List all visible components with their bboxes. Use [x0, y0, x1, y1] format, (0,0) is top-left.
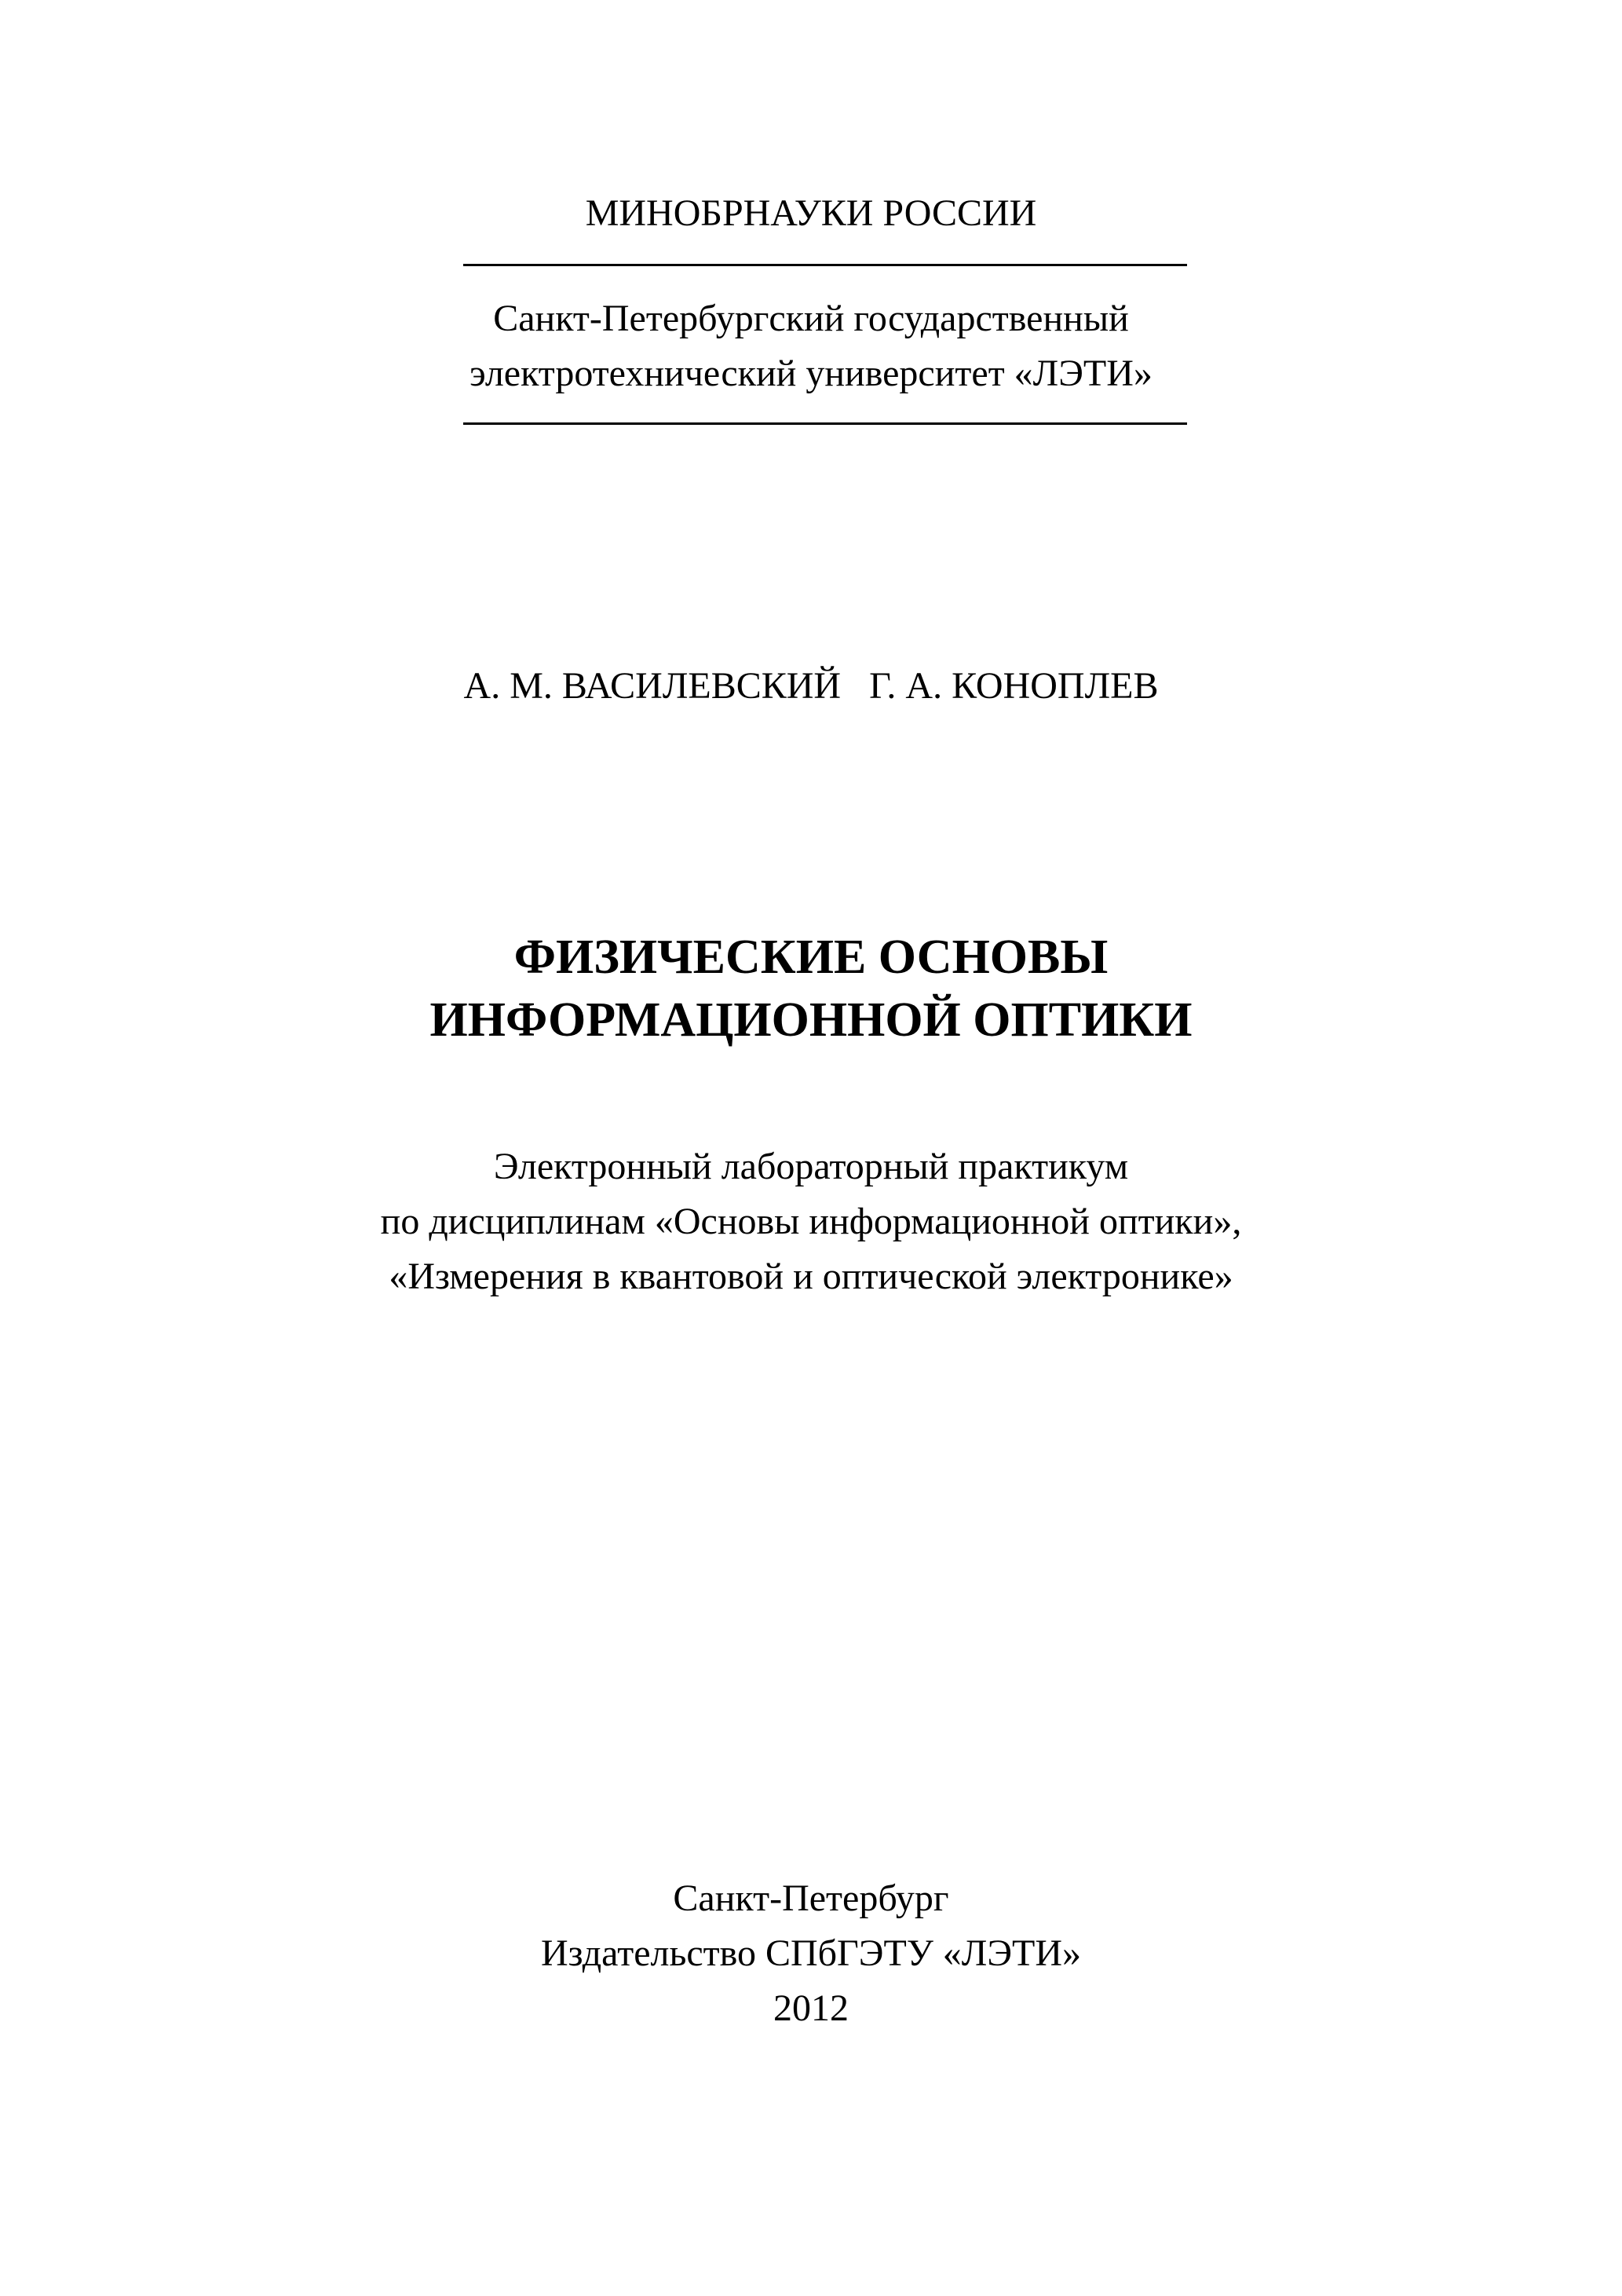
university-name-line-1: Санкт-Петербургский государственный	[493, 298, 1129, 339]
imprint-year: 2012	[773, 1987, 849, 2029]
imprint-publisher: Издательство СПбГЭТУ «ЛЭТИ»	[540, 1932, 1082, 1974]
subtitle-line-3: «Измерения в квантовой и оптической электронике»	[389, 1256, 1233, 1297]
header-divider-bottom	[463, 422, 1187, 425]
subtitle-line-1: Электронный лабораторный практикум	[493, 1146, 1129, 1187]
book-title-line-2: ИНФОРМАЦИОННОЙ ОПТИКИ	[429, 993, 1193, 1047]
imprint-city: Санкт-Петербург	[673, 1877, 949, 1919]
book-title-line-1: ФИЗИЧЕСКИЕ ОСНОВЫ	[513, 930, 1109, 984]
header-divider-top	[463, 264, 1187, 266]
subtitle-line-2: по дисциплинам «Основы информационной оптики»,	[380, 1201, 1242, 1242]
authors: А. М. ВАСИЛЕВСКИЙ Г. А. КОНОПЛЕВ	[463, 665, 1159, 707]
university-name-line-2: электротехнический университет «ЛЭТИ»	[469, 353, 1153, 394]
ministry-name: МИНОБРНАУКИ РОССИИ	[585, 192, 1037, 234]
